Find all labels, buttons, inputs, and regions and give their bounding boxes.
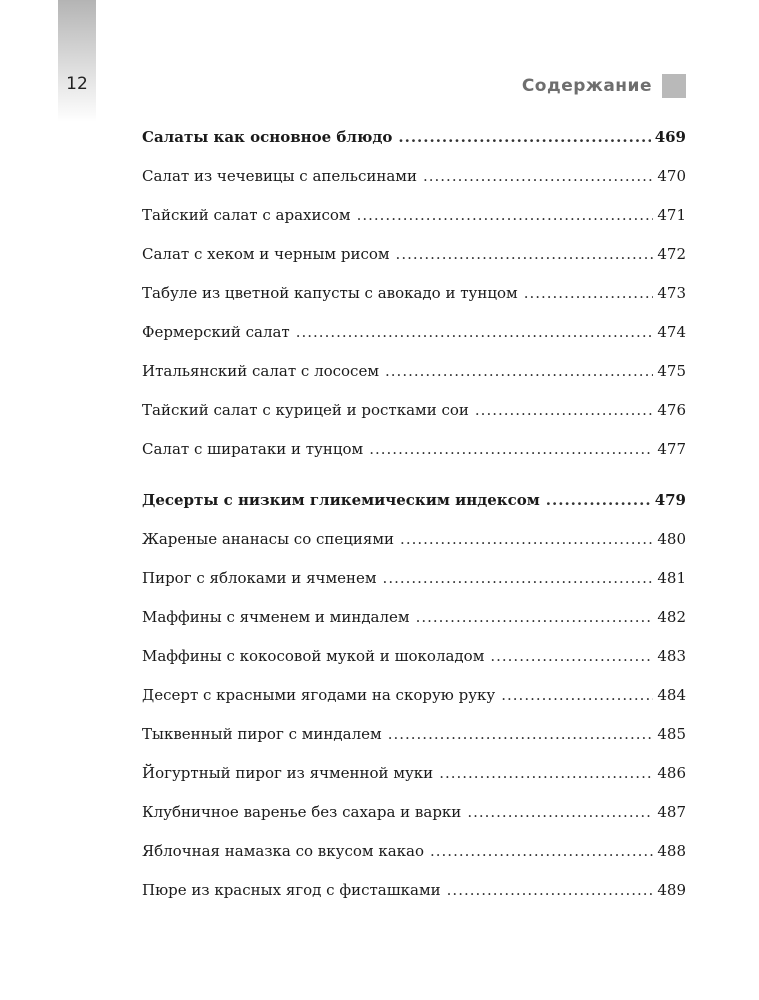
toc-entry-page: 483	[657, 647, 686, 665]
toc-entry-title: Итальянский салат с лососем	[142, 362, 380, 380]
toc-entry-page: 476	[657, 401, 686, 419]
dot-leader	[546, 481, 651, 520]
toc-entry-page: 473	[657, 284, 686, 302]
toc-entry-page: 479	[654, 491, 686, 509]
dot-leader	[385, 352, 653, 391]
table-of-contents	[142, 118, 686, 910]
toc-entry-page: 486	[657, 764, 686, 782]
dot-leader	[369, 430, 653, 469]
toc-entry	[142, 391, 686, 430]
toc-entry-page: 485	[657, 725, 686, 743]
toc-entry-page: 472	[657, 245, 686, 263]
toc-entry-title: Пюре из красных ягод с фисташками	[142, 881, 441, 899]
toc-entry	[142, 520, 686, 559]
toc-entry	[142, 235, 686, 274]
toc-entry-title: Салат с хеком и черным рисом	[142, 245, 390, 263]
toc-entry	[142, 715, 686, 754]
toc-entry-title: Салат с ширатаки и тунцом	[142, 440, 364, 458]
toc-entry-page: 487	[657, 803, 686, 821]
toc-entry-title: Маффины с ячменем и миндалем	[142, 608, 410, 626]
toc-entry-page: 489	[657, 881, 686, 899]
toc-entry-title: Йогуртный пирог из ячменной муки	[142, 764, 434, 782]
toc-entry-title: Табуле из цветной капусты с авокадо и тунцом	[142, 284, 518, 302]
toc-entry	[142, 274, 686, 313]
toc-entry-title: Клубничное варенье без сахара и варки	[142, 803, 462, 821]
toc-entry-title: Жареные ананасы со специями	[142, 530, 395, 548]
dot-leader	[423, 157, 653, 196]
toc-entry	[142, 832, 686, 871]
dot-leader	[400, 520, 653, 559]
header-square-mark	[662, 74, 686, 98]
toc-entry	[142, 559, 686, 598]
toc-entry	[142, 754, 686, 793]
toc-entry-page: 471	[657, 206, 686, 224]
dot-leader	[501, 676, 653, 715]
toc-entry	[142, 676, 686, 715]
toc-entry-page: 484	[657, 686, 686, 704]
toc-section-heading	[142, 481, 686, 520]
toc-entry	[142, 793, 686, 832]
toc-entry-title: Тайский салат с курицей и ростками сои	[142, 401, 469, 419]
toc-entry	[142, 157, 686, 196]
toc-entry-page: 477	[657, 440, 686, 458]
header-title: Содержание	[521, 76, 652, 96]
toc-entry-title: Маффины с кокосовой мукой и шоколадом	[142, 647, 485, 665]
toc-entry	[142, 313, 686, 352]
dot-leader	[490, 637, 653, 676]
toc-entry-title: Пирог с яблоками и ячменем	[142, 569, 377, 587]
toc-entry-title: Салат из чечевицы с апельсинами	[142, 167, 417, 185]
toc-entry-page: 488	[657, 842, 686, 860]
dot-leader	[416, 598, 654, 637]
toc-entry	[142, 598, 686, 637]
dot-leader	[388, 715, 654, 754]
page-number: 12	[66, 74, 88, 94]
toc-entry-page: 482	[657, 608, 686, 626]
dot-leader	[475, 391, 653, 430]
dot-leader	[357, 196, 654, 235]
toc-entry-title: Десерт с красными ягодами на скорую руку	[142, 686, 496, 704]
toc-entry-title: Тыквенный пирог с миндалем	[142, 725, 382, 743]
dot-leader	[296, 313, 654, 352]
toc-section-heading	[142, 118, 686, 157]
toc-entry	[142, 430, 686, 469]
dot-leader	[396, 235, 654, 274]
dot-leader	[447, 871, 654, 910]
toc-entry-page: 475	[657, 362, 686, 380]
toc-entry-title: Салаты как основное блюдо	[142, 128, 393, 146]
dot-leader	[439, 754, 653, 793]
toc-entry	[142, 871, 686, 910]
toc-entry	[142, 637, 686, 676]
dot-leader	[383, 559, 654, 598]
toc-entry-title: Яблочная намазка со вкусом какао	[142, 842, 424, 860]
page-tab	[58, 0, 96, 122]
toc-entry-title: Фермерский салат	[142, 323, 290, 341]
dot-leader	[467, 793, 653, 832]
toc-entry-page: 470	[657, 167, 686, 185]
toc-entry-page: 469	[654, 128, 686, 146]
toc-entry-page: 480	[657, 530, 686, 548]
running-header	[522, 74, 686, 98]
toc-entry-page: 474	[657, 323, 686, 341]
toc-entry	[142, 196, 686, 235]
dot-leader	[398, 118, 650, 157]
toc-entry-title: Десерты с низким гликемическим индексом	[142, 491, 540, 509]
dot-leader	[430, 832, 653, 871]
dot-leader	[524, 274, 654, 313]
toc-entry	[142, 352, 686, 391]
toc-entry-page: 481	[657, 569, 686, 587]
toc-entry-title: Тайский салат с арахисом	[142, 206, 351, 224]
